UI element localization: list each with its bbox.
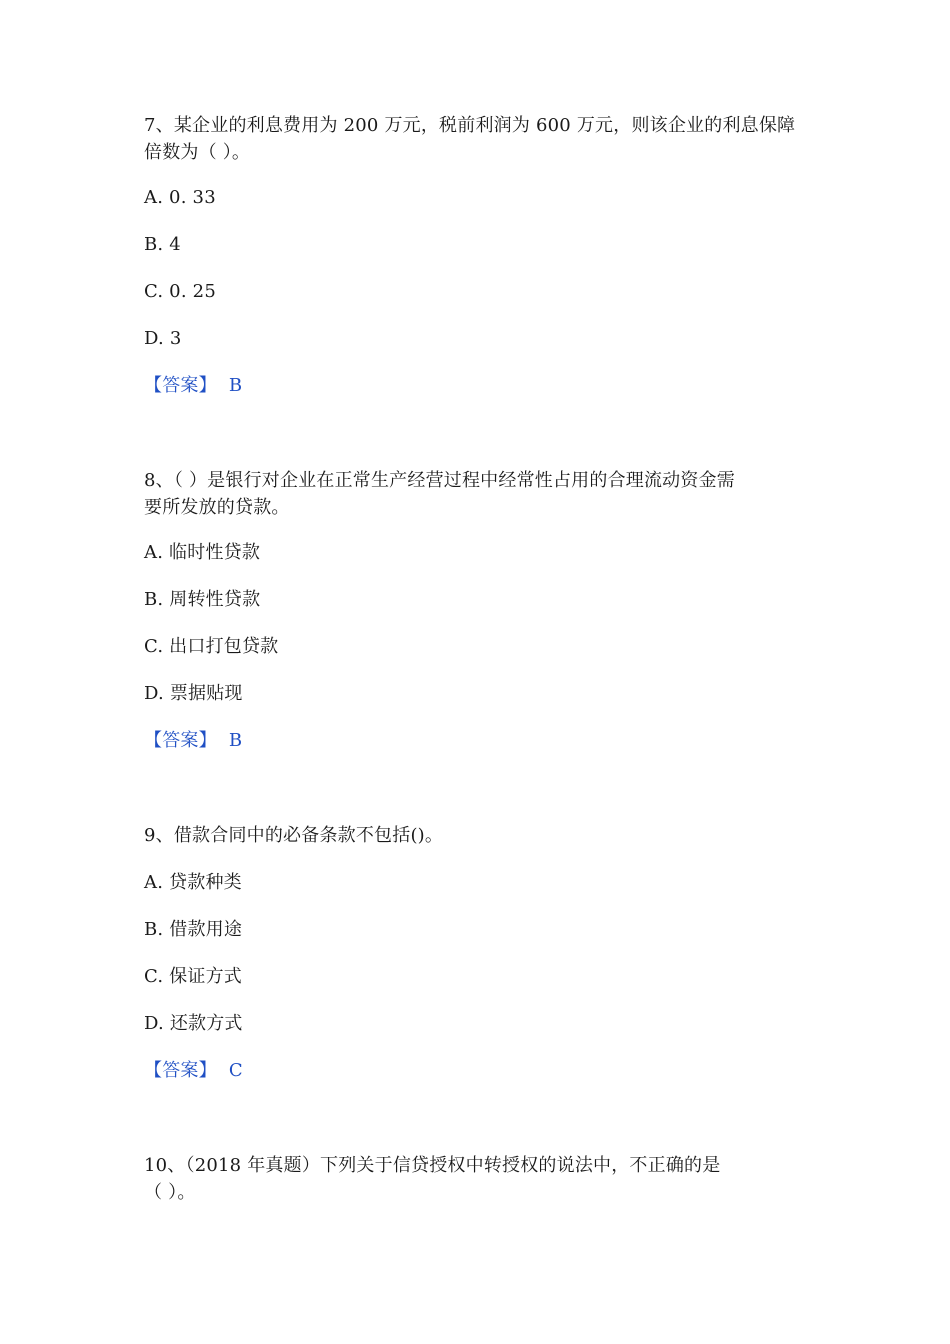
answer-line	[144, 374, 242, 398]
option-d: D. 还款方式	[144, 1013, 243, 1034]
option-a: A. 贷款种类	[144, 872, 242, 893]
question-stem-line: 8、（ ）是银行对企业在正常生产经营过程中经常性占用的合理流动资金需	[144, 470, 735, 491]
option-c: C. 出口打包贷款	[144, 636, 279, 657]
question-stem-line: 10、（2018 年真题）下列关于信贷授权中转授权的说法中，不正确的是	[144, 1155, 721, 1176]
answer-line	[144, 729, 242, 753]
option-d: D. 票据贴现	[144, 683, 243, 704]
answer-line	[144, 1059, 243, 1083]
option-b: B. 借款用途	[144, 919, 243, 940]
answer-label: 【答案】	[144, 375, 217, 396]
option-a: A. 临时性贷款	[144, 542, 261, 563]
question-stem-line: 7、某企业的利息费用为 200 万元，税前利润为 600 万元，则该企业的利息保障	[144, 115, 796, 136]
option-d: D. 3	[144, 328, 182, 349]
option-b: B. 周转性贷款	[144, 589, 261, 610]
option-c: C. 保证方式	[144, 966, 242, 987]
question-stem-line: 要所发放的贷款。	[144, 497, 290, 518]
answer-value: B	[228, 375, 243, 396]
option-b: B. 4	[144, 234, 181, 255]
question-stem-line: （ ）。	[144, 1182, 196, 1203]
option-c: C. 0. 25	[144, 281, 216, 302]
question-stem-line: 9、借款合同中的必备条款不包括()。	[144, 825, 444, 846]
answer-label: 【答案】	[144, 730, 217, 751]
answer-label: 【答案】	[144, 1060, 217, 1081]
answer-value: B	[228, 730, 243, 751]
option-a: A. 0. 33	[144, 187, 216, 208]
answer-value: C	[228, 1060, 243, 1081]
question-stem-line: 倍数为（ ）。	[144, 142, 251, 163]
